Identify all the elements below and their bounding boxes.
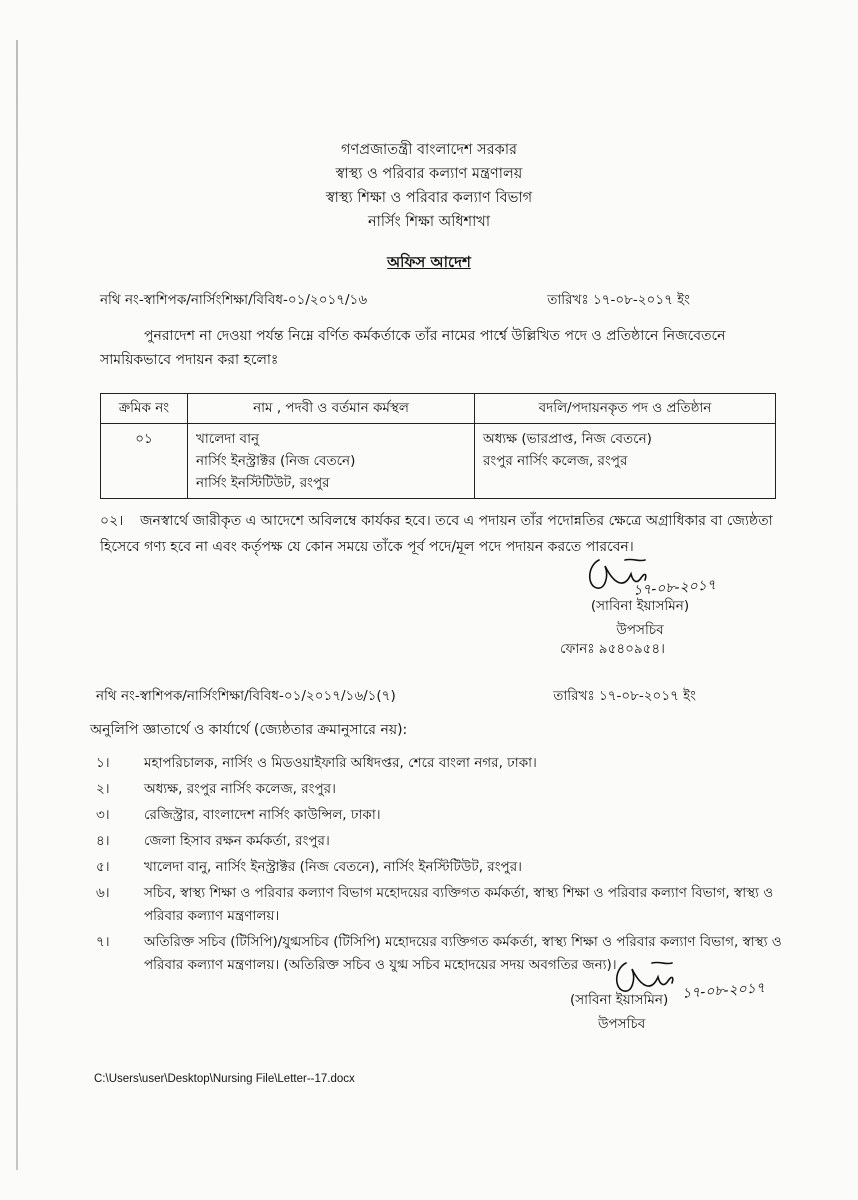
signatory-name: (সাবিনা ইয়াসমিন) <box>590 598 690 614</box>
order-reference-number: নথি নং-স্বাশিপক/নার্সিংশিক্ষা/বিবিধ-০১/২০১৭/১৬ <box>100 292 368 308</box>
list-item-number: ৫। <box>96 859 110 875</box>
letterhead-ministry: স্বাস্থ্য ও পরিবার কল্যাণ মন্ত্রণালয় <box>335 166 523 182</box>
list-item-number: ২। <box>96 781 110 797</box>
list-item-text: মহাপরিচালক, নার্সিং ও মিডওয়াইফারি অধিদপ্তর, শেরে বাংলা নগর, ঢাকা। <box>144 755 537 771</box>
copy-reference-number: নথি নং-স্বাশিপক/নার্সিংশিক্ষা/বিবিধ-০১/২০১৭/১৬/১(৭) <box>96 688 396 704</box>
signature-2-block <box>570 988 730 1036</box>
signatory-name: (সাবিনা ইয়াসমিন) <box>570 992 669 1008</box>
copy-intro: অনুলিপি জ্ঞাতার্থে ও কার্যার্থে (জ্যেষ্ঠতার ক্রমানুসারে নয়): <box>90 722 408 738</box>
signature-2-date: ১৭-০৮-২০১৭ <box>681 980 766 1002</box>
list-item-text: জেলা হিসাব রক্ষন কর্মকর্তা, রংপুর। <box>144 833 330 849</box>
list-item <box>96 830 786 853</box>
letterhead-division: স্বাস্থ্য শিক্ষা ও পরিবার কল্যাণ বিভাগ <box>325 190 533 206</box>
table-cell-serial: ০১ <box>101 424 188 499</box>
list-item <box>96 856 786 879</box>
assignment-table <box>100 393 776 499</box>
list-item-text: রেজিস্ট্রার, বাংলাদেশ নার্সিং কাউন্সিল, ঢাকা। <box>144 807 381 823</box>
table-header-serial: ক্রমিক নং <box>101 394 188 424</box>
employee-name: খালেদা বানু <box>196 431 260 447</box>
list-item-number: ৪। <box>96 833 110 849</box>
list-item-number: ৭। <box>96 934 110 950</box>
copy-date: তারিখঃ ১৭-০৮-২০১৭ ইং <box>553 688 696 704</box>
table-header-row <box>101 394 776 424</box>
list-item <box>96 778 786 801</box>
signatory-phone: ফোনঃ ৯৫৪০৯৫৪। <box>560 641 665 657</box>
new-post: অধ্যক্ষ (ভারপ্রাপ্ত, নিজ বেতনে) <box>483 431 652 447</box>
list-item-number: ৬। <box>96 885 110 901</box>
employee-designation: নার্সিং ইনস্ট্রাক্টর (নিজ বেতনে) <box>196 453 356 469</box>
list-item-number: ১। <box>96 755 110 771</box>
letterhead <box>0 138 858 234</box>
file-path-footer: C:\Users\user\Desktop\Nursing File\Letter--17.docx <box>94 1073 355 1085</box>
table-cell-name <box>188 424 475 499</box>
list-item <box>96 882 786 928</box>
letterhead-government: গণপ্রজাতন্ত্রী বাংলাদেশ সরকার <box>340 142 517 158</box>
table-cell-posting <box>475 424 776 499</box>
signatory-designation: উপসচিব <box>598 1016 646 1032</box>
signature-1-date: ১৭-০৮-২০১৭ <box>632 577 717 599</box>
list-item-text: অধ্যক্ষ, রংপুর নার্সিং কলেজ, রংপুর। <box>144 781 336 797</box>
document-title: অফিস আদেশ <box>387 253 471 271</box>
list-item-text: খালেদা বানু, নার্সিং ইনস্ট্রাক্টর (নিজ বেতনে), নার্সিং ইনস্টিটিউট, রংপুর। <box>144 859 522 875</box>
list-item-text: অতিরিক্ত সচিব (টিসিপি)/যুগ্মসচিব (টিসিপি) মহোদয়ের ব্যক্তিগত কর্মকর্তা, স্বাস্থ্য শিক্ষা ও পরিবার কল্যাণ বিভাগ, স্বাস্থ্য ও পরিবার কল্যাণ মন্ত্রণালয়। (অতিরিক্ত সচিব ও যুগ্ম সচিব মহোদয়ের সদয় অবগতির জন্য)। <box>144 934 782 973</box>
list-item <box>96 804 786 827</box>
paragraph-2-text: জনস্বার্থে জারীকৃত এ আদেশে অবিলম্বে কার্যকর হবে। তবে এ পদায়ন তাঁর পদোন্নতির ক্ষেত্রে অগ্রাধিকার বা জ্যেষ্ঠতা হিসেবে গণ্য হবে না এবং কর্তৃপক্ষ যে কোন সময়ে তাঁকে পূর্ব পদে/মূল পদে পদায়ন করতে পারবেন। <box>100 513 773 555</box>
list-item-number: ৩। <box>96 807 110 823</box>
list-item <box>96 752 786 775</box>
order-intro-paragraph: পুনরাদেশ না দেওয়া পর্যন্ত নিম্নে বর্ণিত কর্মকর্তাকে তাঁর নামের পার্শ্বে উল্লিখিত পদে ও প্রতিষ্ঠানে নিজবেতনে সাময়িকভাবে পদায়ন করা হলোঃ <box>100 328 726 368</box>
employee-workplace: নার্সিং ইনস্টিটিউট, রংপুর <box>196 475 330 491</box>
letterhead-branch: নার্সিং শিক্ষা অধিশাখা <box>367 214 491 230</box>
order-date: তারিখঃ ১৭-০৮-২০১৭ ইং <box>547 292 690 308</box>
distribution-list <box>96 752 786 980</box>
signatory-designation: উপসচিব <box>616 622 664 638</box>
new-institution: রংপুর নার্সিং কলেজ, রংপুর <box>483 453 628 469</box>
paragraph-2-number: ০২। <box>100 513 124 529</box>
table-header-name: নাম , পদবী ও বর্তমান কর্মস্থল <box>188 394 475 424</box>
table-row <box>101 424 776 499</box>
table-header-posting: বদলি/পদায়নকৃত পদ ও প্রতিষ্ঠান <box>475 394 776 424</box>
signature-1-block <box>560 594 720 642</box>
list-item-text: সচিব, স্বাস্থ্য শিক্ষা ও পরিবার কল্যাণ বিভাগ মহোদয়ের ব্যক্তিগত কর্মকর্তা, স্বাস্থ্য শিক্ষা ও পরিবার কল্যাণ বিভাগ, স্বাস্থ্য ও পরিবার কল্যাণ মন্ত্রণালয়। <box>144 885 774 924</box>
